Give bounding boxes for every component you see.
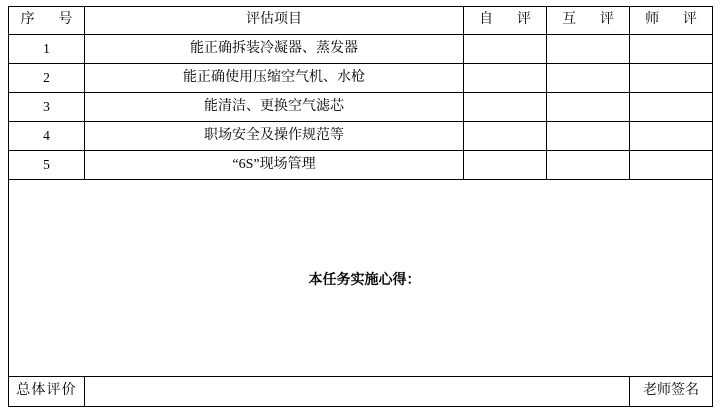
row-number: 3 bbox=[9, 93, 85, 122]
header-label-self: 自 评 bbox=[479, 12, 536, 28]
teacher-signature-cell[interactable] bbox=[630, 377, 713, 407]
header-label-item: 评估项目 bbox=[246, 12, 302, 28]
header-cell-teacher bbox=[630, 7, 713, 35]
header-label-peer: 互 评 bbox=[562, 12, 619, 28]
notes-row bbox=[9, 180, 713, 377]
evaluation-sheet bbox=[8, 6, 712, 404]
row-teacher-score[interactable] bbox=[630, 35, 713, 64]
table-row bbox=[9, 93, 713, 122]
row-item: 能正确使用压缩空气机、水枪 bbox=[85, 64, 464, 93]
row-item: 能清洁、更换空气滤芯 bbox=[85, 93, 464, 122]
row-number: 4 bbox=[9, 122, 85, 151]
header-label-no: 序 号 bbox=[20, 12, 78, 28]
table-row bbox=[9, 64, 713, 93]
header-label-teacher: 师 评 bbox=[645, 12, 702, 28]
overall-evaluation-label: 总体评价 bbox=[9, 377, 85, 407]
header-cell-item bbox=[85, 7, 464, 35]
table-row bbox=[9, 35, 713, 64]
header-cell-self bbox=[464, 7, 547, 35]
row-self-score[interactable] bbox=[464, 151, 547, 180]
row-self-score[interactable] bbox=[464, 122, 547, 151]
row-number: 1 bbox=[9, 35, 85, 64]
row-teacher-score[interactable] bbox=[630, 151, 713, 180]
row-peer-score[interactable] bbox=[547, 35, 630, 64]
notes-label: 本任务实施心得： bbox=[308, 273, 421, 289]
row-item: “6S”现场管理 bbox=[85, 151, 464, 180]
overall-evaluation-value[interactable] bbox=[85, 377, 630, 407]
row-peer-score[interactable] bbox=[547, 93, 630, 122]
evaluation-table bbox=[8, 6, 713, 407]
table-header-row bbox=[9, 7, 713, 35]
row-teacher-score[interactable] bbox=[630, 93, 713, 122]
row-number: 2 bbox=[9, 64, 85, 93]
row-self-score[interactable] bbox=[464, 35, 547, 64]
row-teacher-score[interactable] bbox=[630, 122, 713, 151]
teacher-signature-label: 老师签名 bbox=[643, 383, 699, 399]
header-cell-peer bbox=[547, 7, 630, 35]
row-self-score[interactable] bbox=[464, 64, 547, 93]
row-item: 能正确拆装冷凝器、蒸发器 bbox=[85, 35, 464, 64]
row-peer-score[interactable] bbox=[547, 64, 630, 93]
table-row bbox=[9, 151, 713, 180]
footer-row bbox=[9, 377, 713, 407]
row-item: 职场安全及操作规范等 bbox=[85, 122, 464, 151]
row-peer-score[interactable] bbox=[547, 151, 630, 180]
row-teacher-score[interactable] bbox=[630, 64, 713, 93]
notes-area[interactable] bbox=[9, 180, 713, 377]
header-cell-no bbox=[9, 7, 85, 35]
table-row bbox=[9, 122, 713, 151]
row-peer-score[interactable] bbox=[547, 122, 630, 151]
row-number: 5 bbox=[9, 151, 85, 180]
row-self-score[interactable] bbox=[464, 93, 547, 122]
